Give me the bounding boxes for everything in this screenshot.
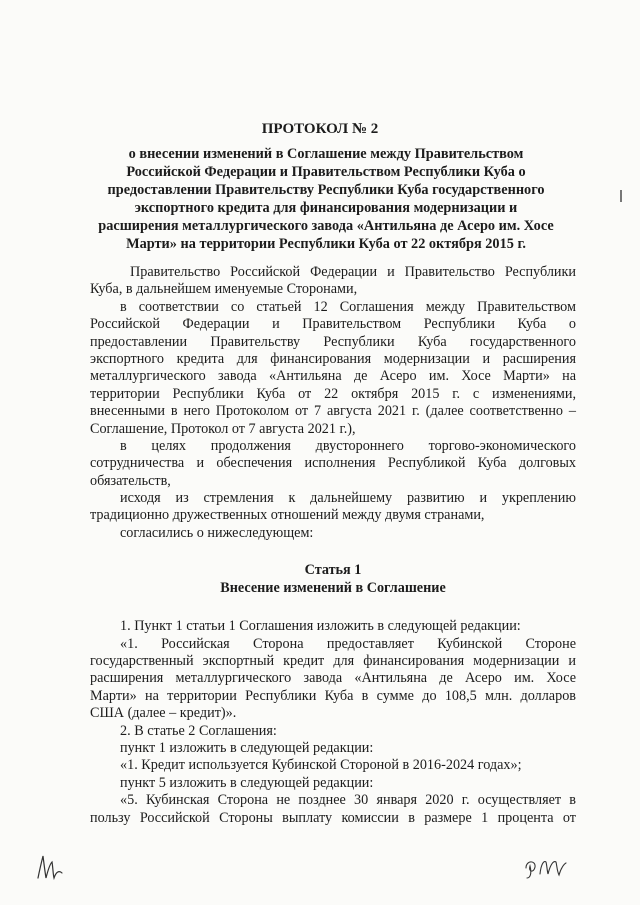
preamble-line: Куба, в дальнейшем именуемые Сторонами, (90, 281, 358, 298)
preamble-line: традиционно дружественных отношений между двумя странами, (90, 507, 485, 524)
preamble-line: обязательств, (90, 472, 171, 489)
subtitle-line: о внесении изменений в Соглашение между Правительством (128, 146, 524, 162)
article-line: США (далее – кредит)». (90, 705, 237, 722)
document-subtitle (86, 145, 566, 253)
preamble-line: согласились о нижеследующем: (120, 524, 314, 541)
preamble-line: сотрудничества и обеспечения исполнения Республикой Куба долговых (90, 455, 576, 472)
article-line: государственный экспортный кредит для финансирования модернизации и (90, 653, 576, 670)
scan-edge-mark (620, 190, 622, 202)
document-body (90, 264, 576, 827)
subtitle-line: Марти» на территории Республики Куба от 22 октября 2015 г. (126, 236, 526, 252)
article-line: 1. Пункт 1 статьи 1 Соглашения изложить в следующей редакции: (120, 618, 521, 635)
handwritten-initials-right (522, 854, 568, 880)
subtitle-line: расширения металлургического завода «Антильяна де Асеро им. Хосе (98, 218, 554, 234)
article-line: пользу Российской Стороны выплату комиссии в размере 1 процента от (90, 809, 576, 826)
article-line: пункт 5 изложить в следующей редакции: (120, 774, 374, 791)
preamble-line: территории Республики Куба от 22 октября 2015 г. с изменениями, (90, 385, 576, 402)
article-line: «5. Кубинская Сторона не позднее 30 января 2020 г. осуществляет в (120, 792, 576, 809)
article-heading: Внесение изменений в Соглашение (220, 580, 446, 597)
preamble-line: Соглашение, Протокол от 7 августа 2021 г.), (90, 420, 356, 437)
preamble-line: внесенными в него Протоколом от 7 августа 2021 г. (далее соответственно – (90, 403, 576, 420)
subtitle-line: предоставлении Правительству Республики Куба государственного (107, 182, 545, 198)
article-line: пункт 1 изложить в следующей редакции: (120, 739, 374, 756)
article-line: 2. В статье 2 Соглашения: (120, 722, 277, 739)
preamble-line: предоставлении Правительству Республики Куба государственного (90, 333, 576, 350)
subtitle-line: экспортного кредита для финансирования модернизации и (134, 200, 518, 216)
preamble-line: исходя из стремления к дальнейшему развитию и укреплению (120, 490, 576, 507)
article-line: Марти» на территории Республики Куба в сумме до 108,5 млн. долларов (90, 687, 576, 704)
preamble-line: в целях продолжения двустороннего торгово-экономического (120, 437, 576, 454)
handwritten-initials-left (34, 852, 68, 882)
article-line: «1. Кредит используется Кубинской Стороной в 2016-2024 годах»; (120, 757, 522, 774)
preamble-line: Российской Федерации и Правительством Республики Куба о (90, 316, 576, 333)
article-number: Статья 1 (304, 562, 362, 579)
preamble-line: в соответствии со статьей 12 Соглашения между Правительством (120, 298, 576, 315)
article-line: «1. Российская Сторона предоставляет Кубинской Стороне (120, 635, 576, 652)
preamble-line: экспортного кредита для финансирования модернизации и расширения (90, 350, 576, 367)
subtitle-line: Российской Федерации и Правительством Республики Куба о (126, 164, 526, 180)
document-title: ПРОТОКОЛ № 2 (261, 121, 379, 137)
preamble-line: металлургического завода «Антильяна де Асеро им. Хосе Марти» на (90, 368, 576, 385)
preamble-line: Правительство Российской Федерации и Правительство Республики (130, 264, 576, 280)
article-line: расширения металлургического завода «Антильяна де Асеро им. Хосе (90, 670, 576, 687)
